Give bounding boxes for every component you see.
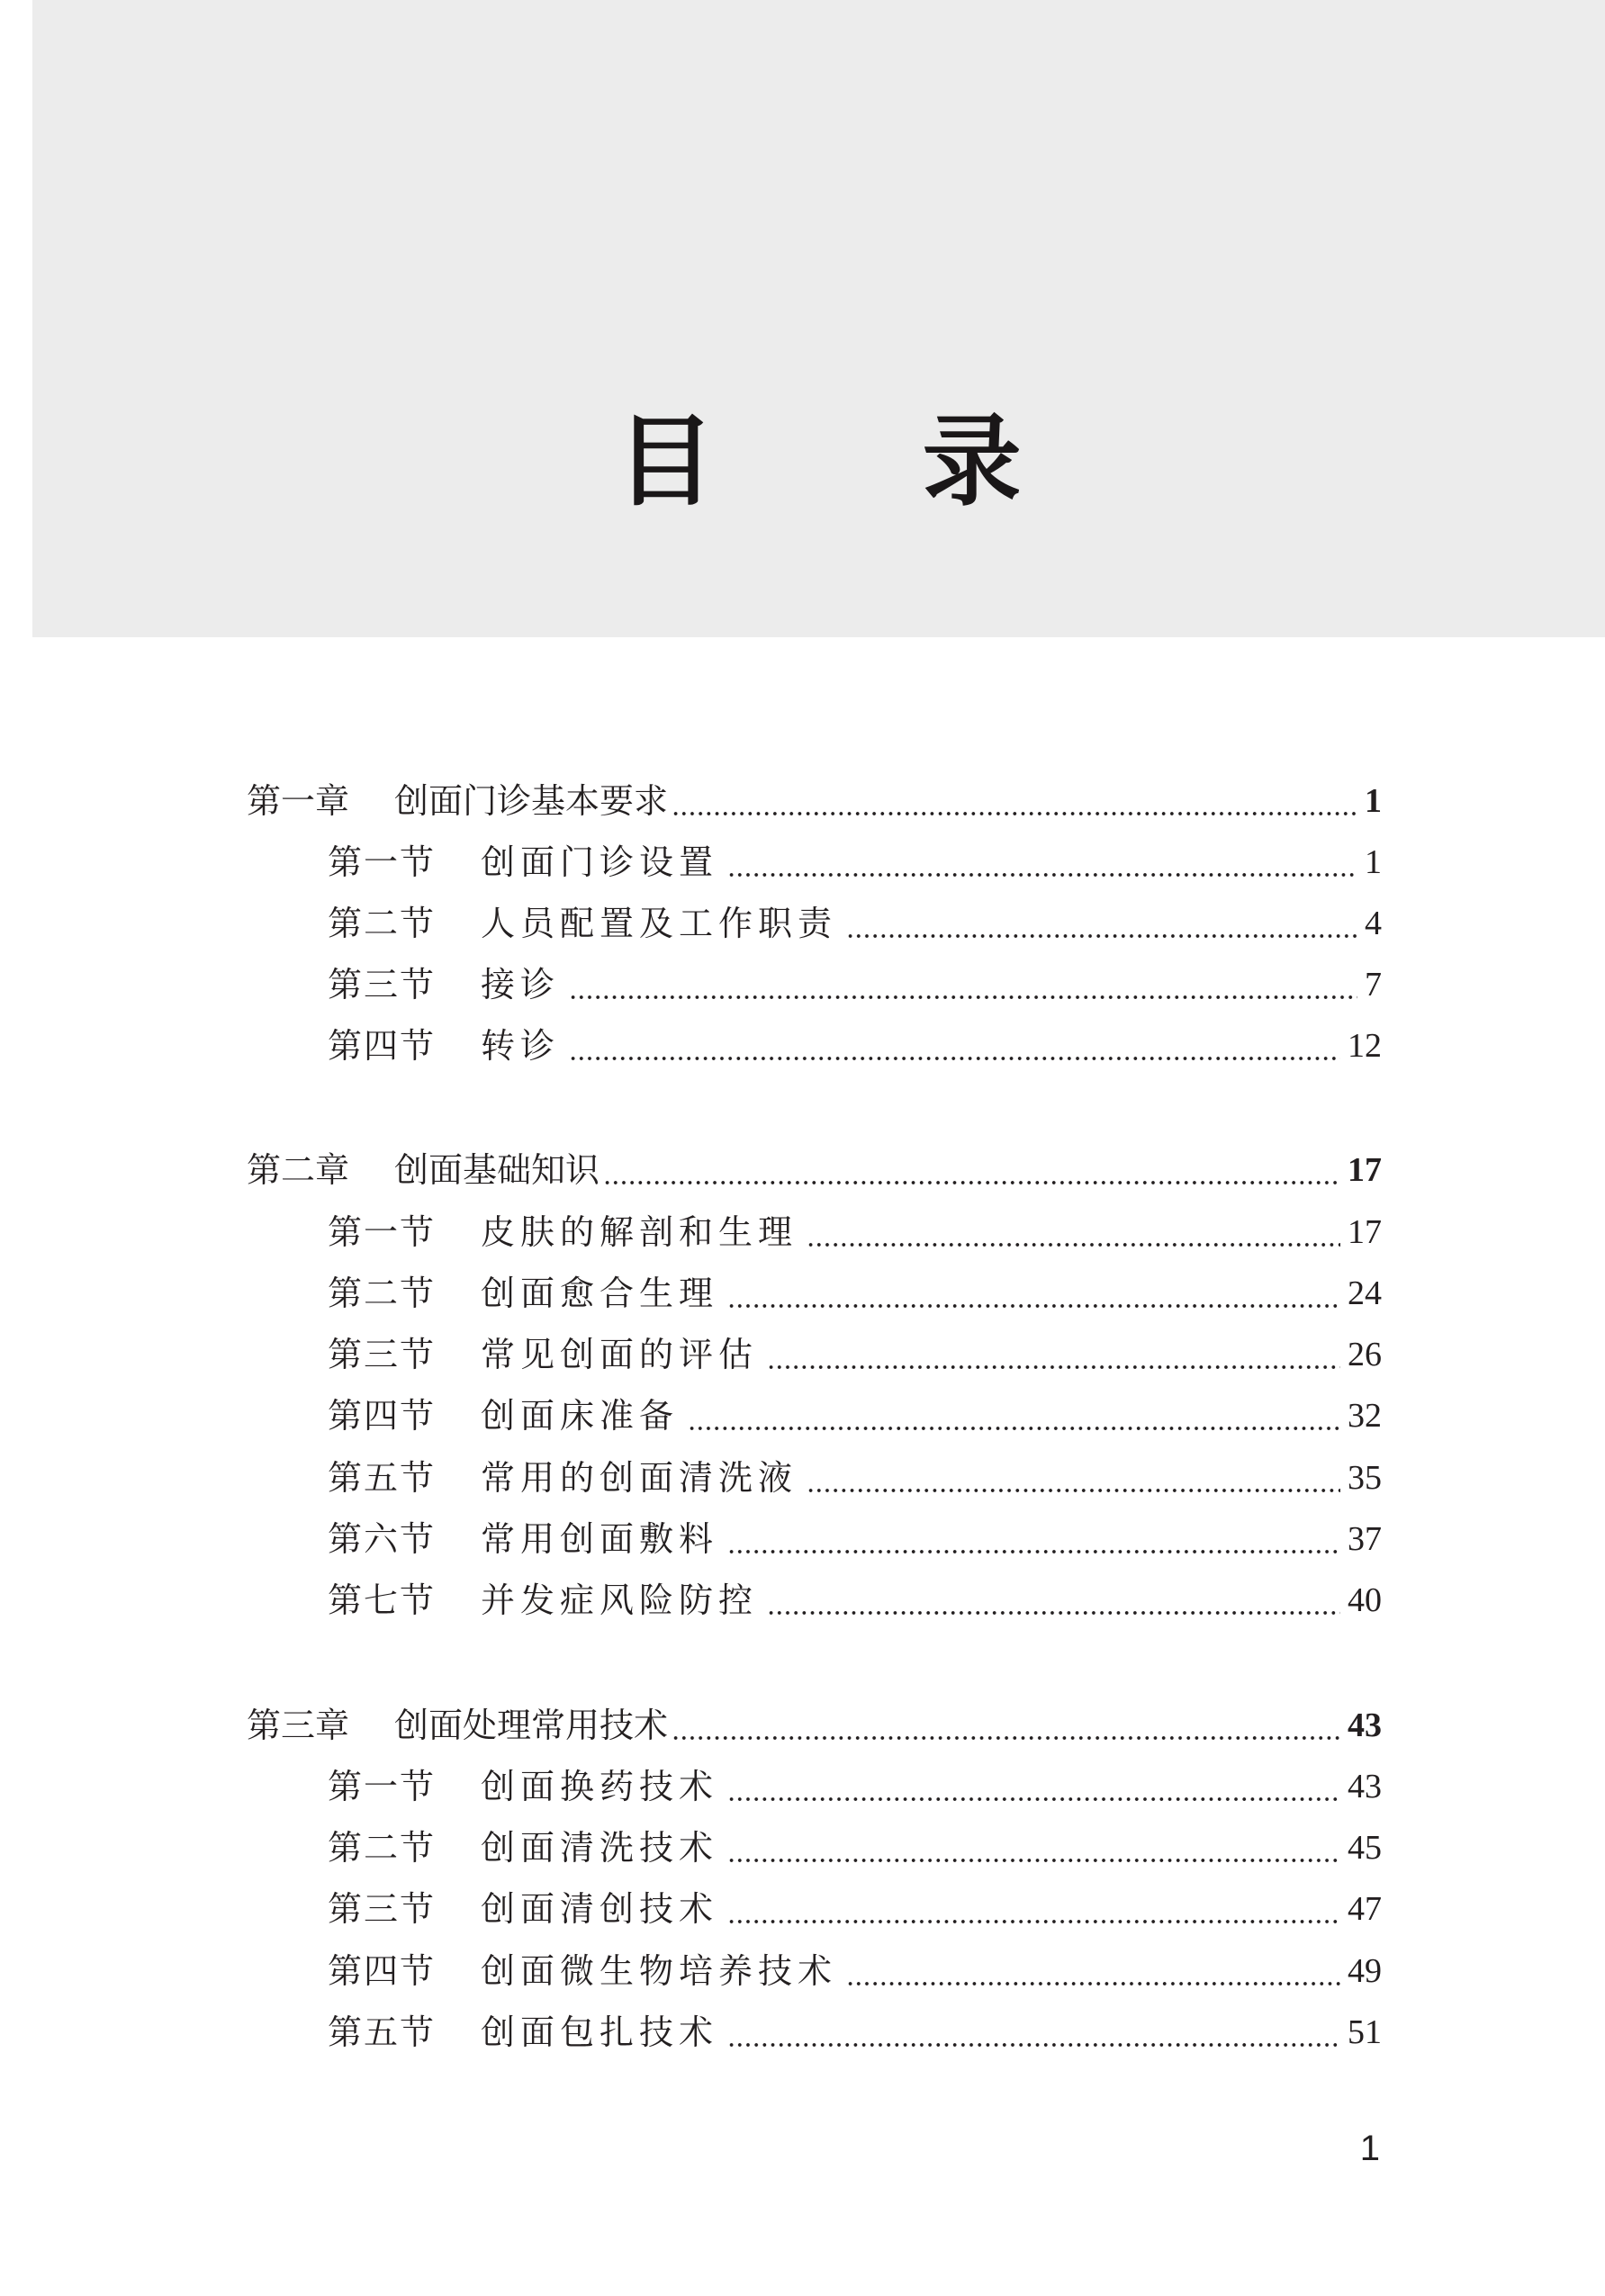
section-number: 第四节 xyxy=(328,1951,437,1991)
toc-chapter-1[interactable] xyxy=(247,772,1382,826)
dot-leader xyxy=(672,812,1357,815)
dot-leader xyxy=(846,1982,1340,1985)
toc-section[interactable] xyxy=(328,1449,1382,1503)
dot-leader xyxy=(807,1243,1340,1247)
section-title: 接诊 xyxy=(481,965,561,1004)
section-number: 第一节 xyxy=(328,842,437,882)
section-title: 并发症风险防控 xyxy=(481,1580,759,1620)
section-title: 创面愈合生理 xyxy=(481,1274,719,1313)
toc-chapter-2[interactable] xyxy=(247,1141,1382,1195)
chapter-number: 第三章 xyxy=(247,1706,350,1745)
section-number: 第二节 xyxy=(328,1274,437,1313)
dot-leader xyxy=(569,1057,1340,1060)
section-number: 第三节 xyxy=(328,1335,437,1374)
chapter-number: 第二章 xyxy=(247,1150,350,1190)
section-page: 4 xyxy=(1365,905,1382,942)
toc-section[interactable] xyxy=(328,1326,1382,1380)
section-page: 7 xyxy=(1365,966,1382,1004)
section-title: 人员配置及工作职责 xyxy=(481,904,838,943)
toc-section[interactable] xyxy=(328,1880,1382,1934)
section-title: 创面床准备 xyxy=(481,1396,680,1436)
section-page: 37 xyxy=(1348,1520,1382,1558)
section-number: 第四节 xyxy=(328,1026,437,1066)
chapter-title: 创面基础知识 xyxy=(394,1150,600,1190)
section-page: 12 xyxy=(1348,1027,1382,1065)
section-number: 第七节 xyxy=(328,1580,437,1620)
section-number: 第五节 xyxy=(328,1458,437,1498)
section-title: 皮肤的解剖和生理 xyxy=(481,1212,798,1252)
section-number: 第六节 xyxy=(328,1519,437,1559)
section-number: 第五节 xyxy=(328,2012,437,2052)
section-number: 第三节 xyxy=(328,965,437,1004)
toc-section[interactable] xyxy=(328,1203,1382,1257)
section-title: 转诊 xyxy=(481,1026,561,1066)
page-number: 1 xyxy=(1359,2129,1380,2168)
section-page: 45 xyxy=(1348,1829,1382,1867)
section-title: 创面门诊设置 xyxy=(481,842,719,882)
toc-section[interactable] xyxy=(328,1819,1382,1873)
section-title: 创面清创技术 xyxy=(481,1889,719,1929)
dot-leader xyxy=(569,995,1357,999)
dot-leader xyxy=(807,1489,1340,1492)
dot-leader xyxy=(727,873,1357,877)
section-number: 第一节 xyxy=(328,1212,437,1252)
chapter-title: 创面门诊基本要求 xyxy=(394,781,669,821)
chapter-number: 第一章 xyxy=(247,781,350,821)
section-page: 49 xyxy=(1348,1952,1382,1990)
section-page: 51 xyxy=(1348,2013,1382,2051)
section-number: 第四节 xyxy=(328,1396,437,1436)
dot-leader xyxy=(727,1550,1340,1553)
section-page: 47 xyxy=(1348,1890,1382,1928)
chapter-page: 17 xyxy=(1348,1151,1382,1189)
dot-leader xyxy=(846,934,1357,938)
toc-section[interactable] xyxy=(328,1265,1382,1319)
toc-section[interactable] xyxy=(328,833,1382,887)
section-page: 1 xyxy=(1365,843,1382,881)
toc-section[interactable] xyxy=(328,1017,1382,1071)
section-title: 创面清洗技术 xyxy=(481,1828,719,1868)
toc-section[interactable] xyxy=(328,895,1382,949)
section-page: 40 xyxy=(1348,1581,1382,1619)
section-title: 常用的创面清洗液 xyxy=(481,1458,798,1498)
toc-section[interactable] xyxy=(328,1387,1382,1441)
dot-leader xyxy=(672,1736,1340,1740)
toc-section[interactable] xyxy=(328,1942,1382,1996)
section-title: 常用创面敷料 xyxy=(481,1519,719,1559)
dot-leader xyxy=(727,1797,1340,1801)
chapter-page: 43 xyxy=(1348,1706,1382,1744)
section-title: 创面微生物培养技术 xyxy=(481,1951,838,1991)
toc-section[interactable] xyxy=(328,1510,1382,1564)
section-page: 24 xyxy=(1348,1274,1382,1312)
dot-leader xyxy=(767,1365,1340,1369)
section-page: 43 xyxy=(1348,1768,1382,1805)
dot-leader xyxy=(727,1920,1340,1923)
chapter-page: 1 xyxy=(1365,782,1382,820)
section-title: 创面包扎技术 xyxy=(481,2012,719,2052)
page-title: 目 录 xyxy=(616,404,1108,519)
dot-leader xyxy=(727,1859,1340,1862)
dot-leader xyxy=(727,1304,1340,1308)
chapter-title: 创面处理常用技术 xyxy=(394,1706,669,1745)
section-title: 创面换药技术 xyxy=(481,1767,719,1806)
section-number: 第一节 xyxy=(328,1767,437,1806)
section-number: 第二节 xyxy=(328,904,437,943)
toc-chapter-3[interactable] xyxy=(247,1697,1382,1751)
section-title: 常见创面的评估 xyxy=(481,1335,759,1374)
section-page: 17 xyxy=(1348,1213,1382,1251)
toc-section[interactable] xyxy=(328,2003,1382,2057)
section-page: 26 xyxy=(1348,1336,1382,1373)
toc-section[interactable] xyxy=(328,1758,1382,1812)
section-number: 第二节 xyxy=(328,1828,437,1868)
dot-leader xyxy=(767,1611,1340,1615)
dot-leader xyxy=(603,1181,1340,1184)
toc-section[interactable] xyxy=(328,956,1382,1010)
section-number: 第三节 xyxy=(328,1889,437,1929)
dot-leader xyxy=(688,1427,1340,1430)
section-page: 35 xyxy=(1348,1459,1382,1497)
dot-leader xyxy=(727,2043,1340,2047)
section-page: 32 xyxy=(1348,1397,1382,1435)
toc-section[interactable] xyxy=(328,1571,1382,1625)
